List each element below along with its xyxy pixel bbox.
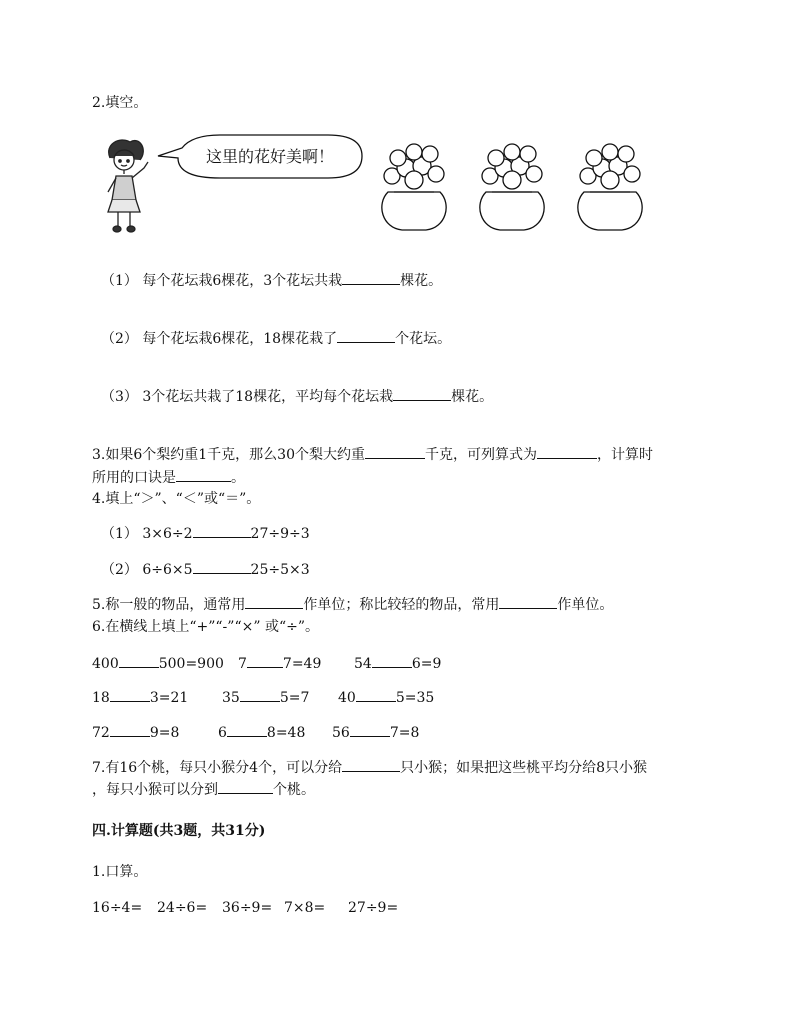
answer-blank[interactable] [218, 780, 273, 794]
answer-blank[interactable] [245, 595, 303, 609]
calc-item: 7×8= [284, 900, 326, 916]
flower-pot-icon [480, 144, 544, 230]
answer-blank[interactable] [393, 387, 451, 401]
answer-blank[interactable] [365, 445, 425, 459]
question-7-line-1: 7.有16个桃，每只小猴分4个，可以分给 只小猴；如果把这些桃平均分给8只小猴 [92, 760, 647, 776]
q6-row-2: 18 3=21 35 5=7 40 5=35 [92, 690, 435, 706]
calc-title: 1.口算。 [92, 864, 148, 880]
speech-text: 这里的花好美啊！ [205, 147, 335, 166]
answer-blank[interactable] [193, 524, 251, 538]
answer-blank[interactable] [537, 445, 597, 459]
calc-item: 36÷9= [222, 900, 273, 916]
q6-row-3: 72 9=8 6 8=48 56 7=8 [92, 725, 420, 741]
answer-blank[interactable] [372, 654, 412, 668]
question-2-title: 2.填空。 [92, 95, 148, 111]
flower-pot-icon [382, 144, 446, 230]
section-4-title: 四.计算题(共3题，共31分) [92, 823, 266, 839]
calc-item: 24÷6= [157, 900, 208, 916]
speech-bubble [158, 135, 362, 178]
answer-blank[interactable] [227, 723, 267, 737]
flower-illustration [96, 128, 656, 240]
answer-blank[interactable] [337, 329, 395, 343]
answer-blank[interactable] [119, 654, 159, 668]
answer-blank[interactable] [499, 595, 557, 609]
calc-item: 16÷4= [92, 900, 143, 916]
answer-blank[interactable] [193, 560, 251, 574]
calc-row [92, 899, 398, 917]
answer-blank[interactable] [342, 271, 400, 285]
girl-icon [108, 140, 148, 232]
answer-blank[interactable] [240, 688, 280, 702]
answer-blank[interactable] [110, 723, 150, 737]
answer-blank[interactable] [247, 654, 283, 668]
q6-row-1: 400 500=900 7 7=49 54 6=9 [92, 656, 442, 672]
answer-blank[interactable] [356, 688, 396, 702]
q4-item-1: （1） 3×6÷2 27÷9÷3 [101, 526, 310, 542]
question-5: 5.称一般的物品，通常用 作单位；称比较轻的物品，常用 作单位。 [92, 597, 614, 613]
answer-blank[interactable] [110, 688, 150, 702]
question-7-line-2: ，每只小猴可以分到 个桃。 [92, 782, 315, 798]
q2-item-3: （3） 3个花坛共栽了18棵花，平均每个花坛栽 棵花。 [101, 389, 494, 405]
question-3-line-1: 3.如果6个梨约重1千克，那么30个梨大约重 千克，可列算式为 ，计算时 [92, 447, 653, 463]
answer-blank[interactable] [342, 758, 400, 772]
flower-pot-icon [578, 144, 642, 230]
q2-item-1: （1） 每个花坛栽6棵花，3个花坛共栽 棵花。 [101, 273, 443, 289]
answer-blank[interactable] [176, 468, 231, 482]
calc-item: 27÷9= [348, 900, 399, 916]
question-4-title: 4.填上“＞”、“＜”或“＝”。 [92, 491, 261, 507]
question-3-line-2: 所用的口诀是 。 [92, 470, 245, 486]
q4-item-2: （2） 6÷6×5 25÷5×3 [101, 562, 310, 578]
q2-item-2: （2） 每个花坛栽6棵花，18棵花栽了 个花坛。 [101, 331, 452, 347]
answer-blank[interactable] [350, 723, 390, 737]
question-6-title: 6.在横线上填上“+”“-”“×” 或“÷”。 [92, 619, 319, 635]
